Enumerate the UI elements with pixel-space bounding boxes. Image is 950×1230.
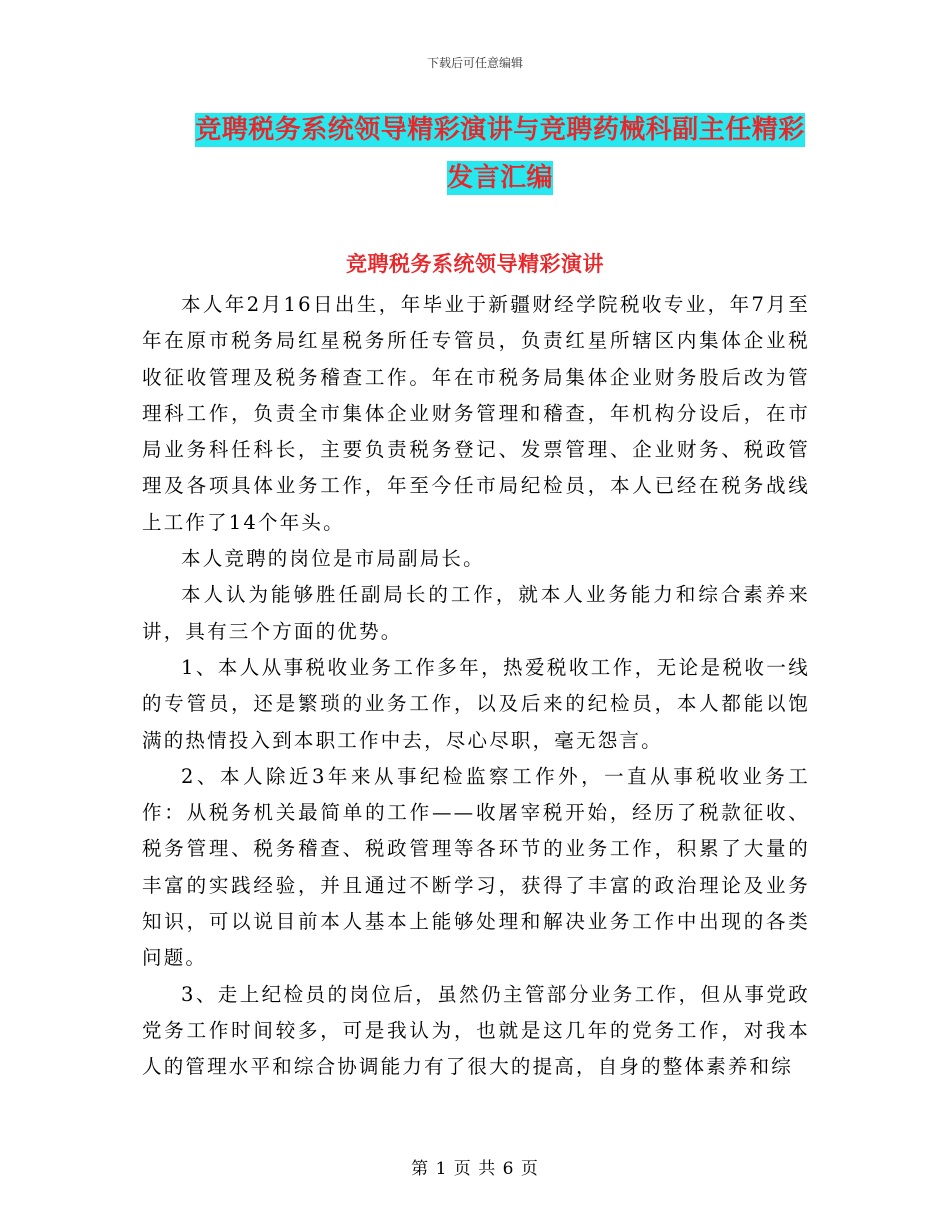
- document-title-line-1: 竞聘税务系统领导精彩演讲与竞聘药械科副主任精彩: [195, 115, 805, 145]
- paragraph: 本人竞聘的岗位是市局副局长。: [181, 547, 485, 571]
- body-text: [142, 287, 810, 1086]
- section-heading: 竞聘税务系统领导精彩演讲: [346, 251, 604, 276]
- paragraph: 2、本人除近3年来从事纪检监察工作外，一直从事税收业务工作：从税务机关最简单的工作——收屠宰税开始，经历了税款征收、税务管理、税务稽查、税政管理等各环节的业务工作，积累了大量的丰富的实践经验，并且通过不断学习，获得了丰富的政治理论及业务知识，可以说目前本人基本上能够处理和解决业务工作中出现的各类问题。: [142, 764, 810, 970]
- paragraph: 1、本人从事税收业务工作多年，热爱税收工作，无论是税收一线的专管员，还是繁琐的业务工作，以及后来的纪检员，本人都能以饱满的热情投入到本职工作中去，尽心尽职，毫无怨言。: [142, 655, 810, 752]
- paragraph: 本人认为能够胜任副局长的工作，就本人业务能力和综合素养来讲，具有三个方面的优势。: [142, 583, 810, 643]
- paragraph: 本人年2月16日出生，年毕业于新疆财经学院税收专业，年7月至年在原市税务局红星税务所任专管员，负责红星所辖区内集体企业税收征收管理及税务稽查工作。年在市税务局集体企业财务股后改为管理科工作，负责全市集体企业财务管理和稽查，年机构分设后，在市局业务科任科长，主要负责税务登记、发票管理、企业财务、税政管理及各项具体业务工作，年至今任市局纪检员，本人已经在税务战线上工作了14个年头。: [142, 293, 810, 534]
- page-footer: 第 1 页 共 6 页: [411, 1159, 539, 1179]
- paragraph: 3、走上纪检员的岗位后，虽然仍主管部分业务工作，但从事党政党务工作时间较多，可是我认为，也就是这几年的党务工作，对我本人的管理水平和综合协调能力有了很大的提高，自身的整体素养和综: [142, 982, 810, 1079]
- document-title: [150, 106, 850, 202]
- page-header-note: 下载后可任意编辑: [426, 56, 523, 70]
- document-title-line-2: 发言汇编: [446, 163, 553, 193]
